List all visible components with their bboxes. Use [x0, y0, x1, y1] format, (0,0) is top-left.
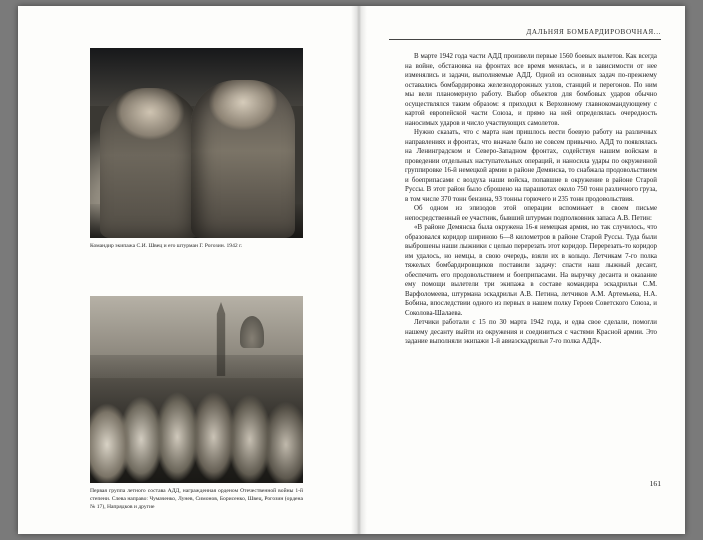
paragraph: В марте 1942 года части АДД произвели первые 1560 боевых вылетов. Как всегда на войне, обстановка на фронтах все время менялась, и в зависимости от нее изменялись и задачи, выполняемые АДД. Одной из основных задач по-прежнему оставались бомбардировка железнодорожных узлов, станций и перегонов. По ним мы вели планомерную работу. Выбор объектов для бомбовых ударов обычно осуществлялся таким образом: я приходил к Верховному главнокомандующему с картой европейской части Союза, и прямо на ней определялась очередность наносимых ударов и число участвующих самолетов.	[405, 53, 657, 127]
paragraph: Об одном из эпизодов этой операции вспоминает в своем письме непосредственный ее участник, бывший штурман подполковник запаса А.В. Петин:	[405, 205, 657, 222]
paragraph: Нужно сказать, что с марта нам пришлось вести боевую работу на различных направлениях и фронтах, что вначале было не совсем привычно. АДД то появлялась на Ленинградском и Северо-Западном фронтах, содействуя нашим войскам в проведении отдельных наступательных операций, и наносила удары по окруженной группировке 16-й немецкой армии в районе Демянска, то снабжала продовольствием и боеприпасами с воздуха наши войска, попавшие в окружение в районе Старой Руссы. В этот район было сброшено на парашютах около 750 тонн различного груза, в том числе 370 тонн бензина, 93 тонны горючего и 235 тонн продовольствия.	[405, 129, 657, 203]
paragraph: «В районе Демянска была окружена 16-я немецкая армия, но так случилось, что образовался коридор шириною 6—8 километров в районе Старой Руссы. Туда были выброшены наши лыжники с целью перерезать этот коридор. Перерезать-то коридор им удалось, но немцы, в свою очередь, взяли их в кольцо. Летчикам 7-го полка тяжелых бомбардировщиков поставили задачу: спасти наш лыжный десант, обеспечить его продовольствием и боеприпасами. На выручку десанта и оказание ему помощи вылетели три экипажа в составе командира эскадрильи С.М. Варфоломеева, штурмана эскадрильи А.В. Петина, летчиков А.М. Артемьева, Н.А. Бобина, впоследствии одного из первых в нашем полку Героев Советского Союза, и Соколова-Шалаева.	[405, 224, 657, 317]
running-head-rule	[389, 39, 661, 40]
body-text-column	[405, 52, 657, 347]
photo-group-awarded-image	[90, 296, 303, 483]
figure-aircrew-pair	[90, 48, 303, 250]
page-number: 161	[649, 479, 661, 488]
left-page	[18, 6, 359, 534]
right-page	[359, 6, 685, 534]
airman-right-figure	[191, 80, 295, 238]
figure-caption-aircrew-pair: Командир экипажа С.И. Швец и его штурман Г. Рогозин. 1942 г.	[90, 243, 243, 249]
figure-group-awarded	[90, 296, 303, 511]
airman-left-figure	[100, 88, 200, 238]
figure-caption-group-awarded: Первая группа летного состава АДД, награжденная орденом Отечественной войны 1-й степени. Слева направо: Чумаченко, Лунев, Симонов, Борисенко, Швец, Рогозин (ордена № 17), Напрядков и другие	[90, 488, 303, 511]
photo-dome-shape	[240, 316, 264, 348]
running-head: ДАЛЬНЯЯ БОМБАРДИРОВОЧНАЯ...	[526, 28, 661, 36]
paragraph: Летчики работали с 15 по 30 марта 1942 года, и едва свое сделали, помогли нашему десанту выйти из окружения и соединиться с частями Красной армии. Это задание выполняли экипажи 1-й авиаэскадрильи 7-го полка АДД».	[405, 319, 657, 346]
book-sheet	[18, 6, 685, 534]
photo-group-of-officers	[90, 355, 303, 483]
photo-aircrew-pair-image	[90, 48, 303, 238]
